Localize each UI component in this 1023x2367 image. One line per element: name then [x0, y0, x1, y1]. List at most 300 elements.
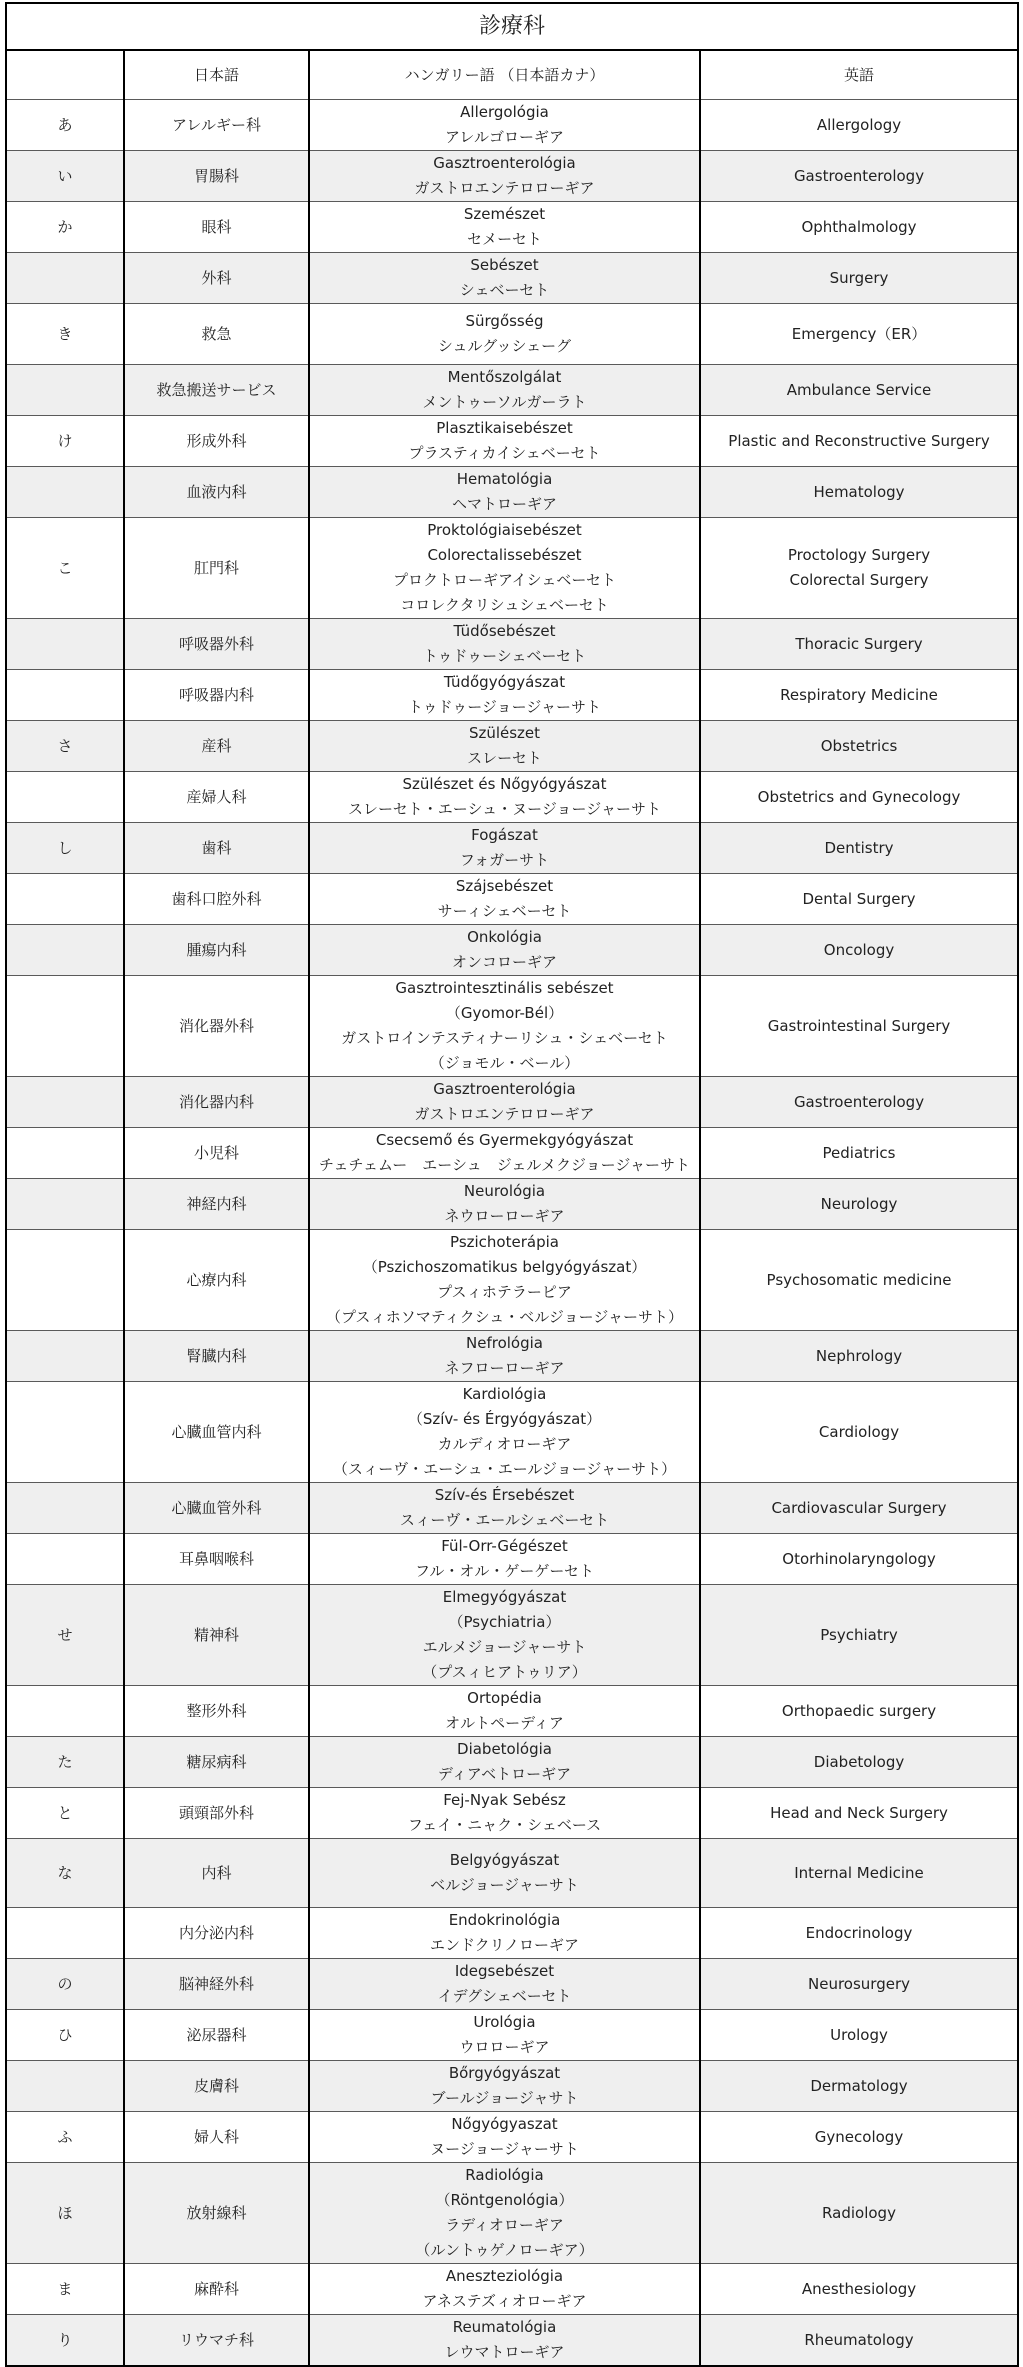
hungarian-line: コロレクタリシュシェベーセト — [400, 596, 609, 614]
kana-index-cell: な — [6, 1839, 124, 1908]
english-line: Hematology — [813, 482, 905, 501]
japanese-name-cell: 頭頸部外科 — [124, 1788, 309, 1839]
english-name-cell — [700, 2264, 1018, 2315]
english-name-cell — [700, 100, 1018, 151]
english-name-cell — [700, 1077, 1018, 1128]
table-row — [6, 1788, 1018, 1839]
hungarian-line: Szemészet — [463, 205, 546, 223]
kana-index-cell: ま — [6, 2264, 124, 2315]
hungarian-name-cell — [309, 1179, 700, 1230]
hungarian-line: ベルジョージャーサト — [430, 1876, 579, 1894]
hungarian-line: Mentőszolgálat — [447, 368, 562, 386]
hungarian-line: （プスィヒアトゥリア） — [422, 1663, 587, 1681]
english-line: Surgery — [829, 268, 889, 287]
hungarian-line: フェイ・ニャク・シェベース — [407, 1816, 602, 1834]
hungarian-line: （Pszichoszomatikus belgyógyászat） — [362, 1258, 647, 1276]
english-line: Dentistry — [824, 838, 894, 857]
japanese-name-cell: 泌尿器科 — [124, 2010, 309, 2061]
english-name-cell — [700, 467, 1018, 518]
japanese-name-cell: 耳鼻咽喉科 — [124, 1534, 309, 1585]
kana-index-cell: と — [6, 1788, 124, 1839]
hungarian-line: ネウローローギア — [444, 1207, 565, 1225]
hungarian-line: Fül-Orr-Gégészet — [441, 1537, 568, 1555]
hungarian-name-cell — [309, 304, 700, 365]
departments-table — [5, 2, 1019, 2367]
english-line: Anesthesiology — [801, 2279, 917, 2298]
hungarian-name-cell — [309, 1585, 700, 1686]
table-row — [6, 2112, 1018, 2163]
japanese-name-cell: 胃腸科 — [124, 151, 309, 202]
english-name-cell — [700, 1908, 1018, 1959]
hungarian-line: Diabetológia — [457, 1740, 552, 1758]
hungarian-name-cell — [309, 1908, 700, 1959]
hungarian-line: アネステズィオローギア — [422, 2292, 587, 2310]
hungarian-line: スレーセト — [467, 749, 542, 767]
hungarian-line: Gasztroenterológia — [433, 154, 576, 172]
english-name-cell — [700, 1839, 1018, 1908]
hungarian-name-cell — [309, 1331, 700, 1382]
english-line: Gynecology — [814, 2127, 904, 2146]
hungarian-line: Proktológiaisebészet — [427, 521, 582, 539]
english-line: Psychiatry — [820, 1625, 898, 1644]
table-row — [6, 619, 1018, 670]
hungarian-name-cell — [309, 1534, 700, 1585]
hungarian-name-cell — [309, 100, 700, 151]
hungarian-line: Nefrológia — [466, 1334, 543, 1352]
english-line: Nephrology — [815, 1346, 903, 1365]
table-row — [6, 1534, 1018, 1585]
table-row — [6, 518, 1018, 619]
english-name-cell — [700, 1959, 1018, 2010]
kana-index-cell — [6, 1908, 124, 1959]
kana-index-cell: い — [6, 151, 124, 202]
kana-index-cell — [6, 1077, 124, 1128]
hungarian-line: （Psychiatria） — [448, 1613, 561, 1631]
english-name-cell — [700, 772, 1018, 823]
hungarian-name-cell — [309, 823, 700, 874]
table-row — [6, 1128, 1018, 1179]
hungarian-line: ガストロインテスティナーリシュ・シェベーセト — [341, 1029, 668, 1047]
hungarian-line: Gasztrointesztinális sebészet — [395, 979, 614, 997]
hungarian-name-cell — [309, 2010, 700, 2061]
japanese-name-cell: 放射線科 — [124, 2163, 309, 2264]
english-name-cell — [700, 1230, 1018, 1331]
hungarian-line: Endokrinológia — [448, 1911, 561, 1929]
english-name-cell — [700, 1382, 1018, 1483]
hungarian-name-cell — [309, 416, 700, 467]
english-name-cell — [700, 925, 1018, 976]
hungarian-line: Belgyógyászat — [449, 1851, 560, 1869]
kana-index-cell: ふ — [6, 2112, 124, 2163]
english-line: Obstetrics and Gynecology — [757, 787, 961, 806]
japanese-name-cell: 脳神経外科 — [124, 1959, 309, 2010]
hungarian-name-cell — [309, 518, 700, 619]
english-name-cell — [700, 253, 1018, 304]
table-row — [6, 1077, 1018, 1128]
english-line: Psychosomatic medicine — [766, 1270, 952, 1289]
english-name-cell — [700, 1483, 1018, 1534]
japanese-name-cell: 心臓血管内科 — [124, 1382, 309, 1483]
table-row — [6, 2264, 1018, 2315]
table-row — [6, 253, 1018, 304]
hungarian-line: （ルントゥゲノローギア） — [415, 2241, 594, 2259]
kana-index-cell: せ — [6, 1585, 124, 1686]
hungarian-line: メントゥーソルガーラト — [422, 393, 587, 411]
hungarian-name-cell — [309, 976, 700, 1077]
english-name-cell — [700, 2061, 1018, 2112]
hungarian-name-cell — [309, 1737, 700, 1788]
table-row — [6, 1959, 1018, 2010]
hungarian-line: Allergológia — [460, 103, 549, 121]
table-row — [6, 1483, 1018, 1534]
english-line: Diabetology — [813, 1752, 905, 1771]
hungarian-name-cell — [309, 925, 700, 976]
japanese-name-cell: アレルギー科 — [124, 100, 309, 151]
table-row — [6, 823, 1018, 874]
hungarian-line: （ジョモル・ベール） — [429, 1054, 580, 1072]
english-line: Otorhinolaryngology — [782, 1549, 936, 1568]
english-line: Thoracic Surgery — [795, 634, 923, 653]
kana-index-cell — [6, 976, 124, 1077]
english-line: Emergency（ER） — [791, 324, 927, 343]
kana-index-cell — [6, 1534, 124, 1585]
hungarian-name-cell — [309, 202, 700, 253]
hungarian-name-cell — [309, 1128, 700, 1179]
english-line: Neurosurgery — [808, 1974, 910, 1993]
hungarian-line: ヘマトローギア — [451, 495, 557, 513]
hungarian-line: Sebészet — [470, 256, 539, 274]
english-name-cell — [700, 416, 1018, 467]
table-row — [6, 2163, 1018, 2264]
hungarian-line: フル・オル・ゲーゲーセト — [414, 1562, 595, 1580]
hungarian-line: Colorectalissebészet — [427, 546, 582, 564]
table-row — [6, 1686, 1018, 1737]
hungarian-line: プロクトローギアイシェベーセト — [392, 571, 617, 589]
english-line: Gastrointestinal Surgery — [767, 1016, 951, 1035]
hungarian-line: Radiológia — [465, 2166, 544, 2184]
english-name-cell — [700, 1534, 1018, 1585]
english-name-cell — [700, 518, 1018, 619]
hungarian-name-cell — [309, 253, 700, 304]
japanese-name-cell: 救急搬送サービス — [124, 365, 309, 416]
hungarian-line: Szív-és Érsebészet — [434, 1486, 575, 1504]
hungarian-name-cell — [309, 365, 700, 416]
kana-index-cell: し — [6, 823, 124, 874]
english-line: Ambulance Service — [786, 380, 932, 399]
english-line: Obstetrics — [820, 736, 898, 755]
english-line: Orthopaedic surgery — [781, 1701, 937, 1720]
english-line: Internal Medicine — [794, 1863, 924, 1882]
japanese-name-cell: 歯科 — [124, 823, 309, 874]
table-row — [6, 304, 1018, 365]
hungarian-line: トゥドゥーシェベーセト — [422, 647, 587, 665]
japanese-name-cell: 皮膚科 — [124, 2061, 309, 2112]
english-name-cell — [700, 874, 1018, 925]
hungarian-line: エンドクリノローギア — [429, 1936, 580, 1954]
hungarian-line: （スィーヴ・エーシュ・エールジョージャーサト） — [332, 1460, 677, 1478]
hungarian-line: スィーヴ・エールシェベーセト — [399, 1511, 610, 1529]
hungarian-line: フォガーサト — [459, 851, 550, 869]
hungarian-line: Nőgyógyaszat — [451, 2115, 558, 2133]
hungarian-line: シェベーセト — [459, 281, 550, 299]
hungarian-name-cell — [309, 151, 700, 202]
japanese-name-cell: 歯科口腔外科 — [124, 874, 309, 925]
kana-index-cell: さ — [6, 721, 124, 772]
table-row — [6, 670, 1018, 721]
table-row — [6, 925, 1018, 976]
table-body — [6, 100, 1018, 2367]
table-row — [6, 1179, 1018, 1230]
english-name-cell — [700, 823, 1018, 874]
hungarian-line: Tüdőgyógyászat — [443, 673, 566, 691]
hungarian-line: ガストロエンテロローギア — [414, 1105, 595, 1123]
hungarian-line: Reumatológia — [452, 2318, 557, 2336]
english-name-cell — [700, 2010, 1018, 2061]
kana-index-cell — [6, 772, 124, 823]
japanese-name-cell: 婦人科 — [124, 2112, 309, 2163]
english-name-cell — [700, 1585, 1018, 1686]
english-name-cell — [700, 670, 1018, 721]
japanese-name-cell: 血液内科 — [124, 467, 309, 518]
hungarian-line: Hematológia — [456, 470, 553, 488]
japanese-name-cell: 消化器外科 — [124, 976, 309, 1077]
hungarian-line: オンコローギア — [451, 953, 557, 971]
hungarian-line: Idegsebészet — [454, 1962, 555, 1980]
table-row — [6, 1737, 1018, 1788]
japanese-name-cell: 腎臓内科 — [124, 1331, 309, 1382]
hungarian-line: ウロローギア — [459, 2038, 550, 2056]
english-name-cell — [700, 365, 1018, 416]
hungarian-line: ラディオローギア — [445, 2216, 564, 2234]
japanese-name-cell: 内科 — [124, 1839, 309, 1908]
hungarian-name-cell — [309, 2315, 700, 2367]
hungarian-line: （プスィホソマティクシュ・ベルジョージャーサト） — [325, 1308, 684, 1326]
english-line: Plastic and Reconstructive Surgery — [728, 431, 990, 450]
kana-index-cell: か — [6, 202, 124, 253]
hungarian-name-cell — [309, 619, 700, 670]
hungarian-line: ディアベトローギア — [437, 1765, 572, 1783]
english-line: Pediatrics — [822, 1143, 896, 1162]
japanese-name-cell: 消化器内科 — [124, 1077, 309, 1128]
japanese-name-cell: 肛門科 — [124, 518, 309, 619]
hungarian-line: （Röntgenológia） — [435, 2191, 574, 2209]
japanese-name-cell: 神経内科 — [124, 1179, 309, 1230]
english-name-cell — [700, 304, 1018, 365]
hungarian-line: プラスティカイシェベーセト — [408, 444, 601, 462]
kana-index-cell — [6, 874, 124, 925]
table-row — [6, 1230, 1018, 1331]
hungarian-line: レウマトローギア — [444, 2343, 565, 2361]
hungarian-name-cell — [309, 2163, 700, 2264]
hungarian-name-cell — [309, 1077, 700, 1128]
english-name-cell — [700, 2112, 1018, 2163]
english-line: Urology — [830, 2025, 888, 2044]
table-row — [6, 2315, 1018, 2367]
english-name-cell — [700, 1737, 1018, 1788]
hungarian-line: エルメジョージャーサト — [422, 1638, 587, 1656]
table-title: 診療科 — [6, 3, 1018, 50]
hungarian-line: トゥドゥージョージャーサト — [407, 698, 602, 716]
japanese-name-cell: 産婦人科 — [124, 772, 309, 823]
table-row — [6, 2061, 1018, 2112]
kana-index-cell — [6, 467, 124, 518]
hungarian-name-cell — [309, 721, 700, 772]
japanese-name-cell: 小児科 — [124, 1128, 309, 1179]
hungarian-line: オルトペーディア — [445, 1714, 564, 1732]
hungarian-line: Urológia — [473, 2013, 536, 2031]
hungarian-line: ガストロエンテロローギア — [414, 179, 595, 197]
japanese-name-cell: 内分泌内科 — [124, 1908, 309, 1959]
table-row — [6, 874, 1018, 925]
hungarian-name-cell — [309, 1839, 700, 1908]
kana-index-cell — [6, 1179, 124, 1230]
hungarian-line: Elmegyógyászat — [442, 1588, 567, 1606]
english-line: Neurology — [820, 1194, 898, 1213]
kana-index-cell — [6, 1483, 124, 1534]
japanese-name-cell: 整形外科 — [124, 1686, 309, 1737]
kana-index-cell: の — [6, 1959, 124, 2010]
hungarian-line: Aneszteziológia — [445, 2267, 564, 2285]
kana-index-cell — [6, 1382, 124, 1483]
kana-index-cell: け — [6, 416, 124, 467]
table-row — [6, 976, 1018, 1077]
kana-index-cell: ほ — [6, 2163, 124, 2264]
kana-index-cell — [6, 925, 124, 976]
english-line: Endocrinology — [805, 1923, 913, 1942]
kana-index-cell — [6, 253, 124, 304]
kana-index-cell: り — [6, 2315, 124, 2367]
english-line: Gastroenterology — [793, 1092, 925, 1111]
hungarian-line: ネフローローギア — [444, 1359, 565, 1377]
hungarian-line: Plasztikaisebészet — [436, 419, 573, 437]
table-row — [6, 1331, 1018, 1382]
table-row — [6, 1839, 1018, 1908]
japanese-name-cell: 糖尿病科 — [124, 1737, 309, 1788]
japanese-name-cell: 呼吸器外科 — [124, 619, 309, 670]
japanese-name-cell: 救急 — [124, 304, 309, 365]
english-line: Oncology — [823, 940, 895, 959]
hungarian-line: Neurológia — [463, 1182, 546, 1200]
header-english: 英語 — [700, 50, 1018, 100]
japanese-name-cell: 精神科 — [124, 1585, 309, 1686]
table-row — [6, 467, 1018, 518]
kana-index-cell — [6, 1331, 124, 1382]
hungarian-name-cell — [309, 2264, 700, 2315]
english-name-cell — [700, 1686, 1018, 1737]
english-name-cell — [700, 1128, 1018, 1179]
hungarian-line: （Szív- és Érgyógyászat） — [407, 1410, 602, 1428]
hungarian-name-cell — [309, 2061, 700, 2112]
hungarian-line: セメーセト — [467, 230, 542, 248]
hungarian-line: イデグシェベーセト — [437, 1987, 572, 2005]
table-row — [6, 1585, 1018, 1686]
japanese-name-cell: 形成外科 — [124, 416, 309, 467]
table-row — [6, 365, 1018, 416]
hungarian-name-cell — [309, 1230, 700, 1331]
table-row — [6, 202, 1018, 253]
hungarian-name-cell — [309, 772, 700, 823]
hungarian-line: チェチェムー エーシュ ジェルメクジョージャーサト — [318, 1156, 691, 1174]
english-line: Head and Neck Surgery — [770, 1803, 948, 1822]
hungarian-line: Pszichoterápia — [450, 1233, 559, 1251]
hungarian-name-cell — [309, 874, 700, 925]
english-name-cell — [700, 976, 1018, 1077]
english-name-cell — [700, 2315, 1018, 2367]
kana-index-cell: た — [6, 1737, 124, 1788]
hungarian-line: Onkológia — [467, 928, 542, 946]
hungarian-line: Fogászat — [471, 826, 538, 844]
table-row — [6, 100, 1018, 151]
table-row — [6, 151, 1018, 202]
kana-index-cell: ひ — [6, 2010, 124, 2061]
japanese-name-cell: リウマチ科 — [124, 2315, 309, 2367]
japanese-name-cell: 心療内科 — [124, 1230, 309, 1331]
hungarian-line: スレーセト・エーシュ・ヌージョージャーサト — [348, 800, 661, 818]
english-name-cell — [700, 1179, 1018, 1230]
hungarian-line: ブールジョージャサト — [430, 2089, 579, 2107]
english-line: Respiratory Medicine — [780, 685, 938, 704]
english-line: Radiology — [822, 2203, 896, 2222]
english-line: Proctology Surgery — [787, 546, 931, 564]
hungarian-line: Tüdősebészet — [453, 622, 556, 640]
hungarian-line: カルディオローギア — [437, 1435, 572, 1453]
table-row — [6, 1908, 1018, 1959]
hungarian-line: サーィシェベーセト — [437, 902, 572, 920]
english-line: Dermatology — [810, 2076, 908, 2095]
header-hungarian: ハンガリー語 （日本語カナ） — [309, 50, 700, 100]
hungarian-name-cell — [309, 1483, 700, 1534]
table-row — [6, 772, 1018, 823]
hungarian-line: Szülészet — [468, 724, 541, 742]
english-line: Dental Surgery — [802, 889, 916, 908]
japanese-name-cell: 外科 — [124, 253, 309, 304]
kana-index-cell: こ — [6, 518, 124, 619]
hungarian-line: Gasztroenterológia — [433, 1080, 576, 1098]
kana-index-cell: あ — [6, 100, 124, 151]
kana-index-cell — [6, 365, 124, 416]
japanese-name-cell: 腫瘍内科 — [124, 925, 309, 976]
english-line: Colorectal Surgery — [789, 571, 929, 589]
hungarian-name-cell — [309, 1686, 700, 1737]
japanese-name-cell: 心臓血管外科 — [124, 1483, 309, 1534]
hungarian-line: シュルグッシェーグ — [437, 337, 572, 355]
hungarian-line: Szülészet és Nőgyógyászat — [402, 775, 607, 793]
english-line: Ophthalmology — [801, 217, 917, 236]
english-name-cell — [700, 202, 1018, 253]
hungarian-line: Fej-Nyak Sebész — [443, 1791, 566, 1809]
hungarian-line: ヌージョージャーサト — [430, 2140, 579, 2158]
table-row — [6, 416, 1018, 467]
header-japanese: 日本語 — [124, 50, 309, 100]
english-name-cell — [700, 151, 1018, 202]
japanese-name-cell: 眼科 — [124, 202, 309, 253]
table-row — [6, 2010, 1018, 2061]
hungarian-name-cell — [309, 467, 700, 518]
hungarian-line: Ortopédia — [467, 1689, 542, 1707]
header-kana — [6, 50, 124, 100]
kana-index-cell: き — [6, 304, 124, 365]
kana-index-cell — [6, 670, 124, 721]
hungarian-line: アレルゴローギア — [444, 128, 565, 146]
hungarian-name-cell — [309, 1959, 700, 2010]
kana-index-cell — [6, 1686, 124, 1737]
hungarian-name-cell — [309, 2112, 700, 2163]
hungarian-line: Csecsemő és Gyermekgyógyászat — [375, 1131, 634, 1149]
hungarian-name-cell — [309, 1382, 700, 1483]
english-name-cell — [700, 1331, 1018, 1382]
english-name-cell — [700, 721, 1018, 772]
table-row — [6, 1382, 1018, 1483]
